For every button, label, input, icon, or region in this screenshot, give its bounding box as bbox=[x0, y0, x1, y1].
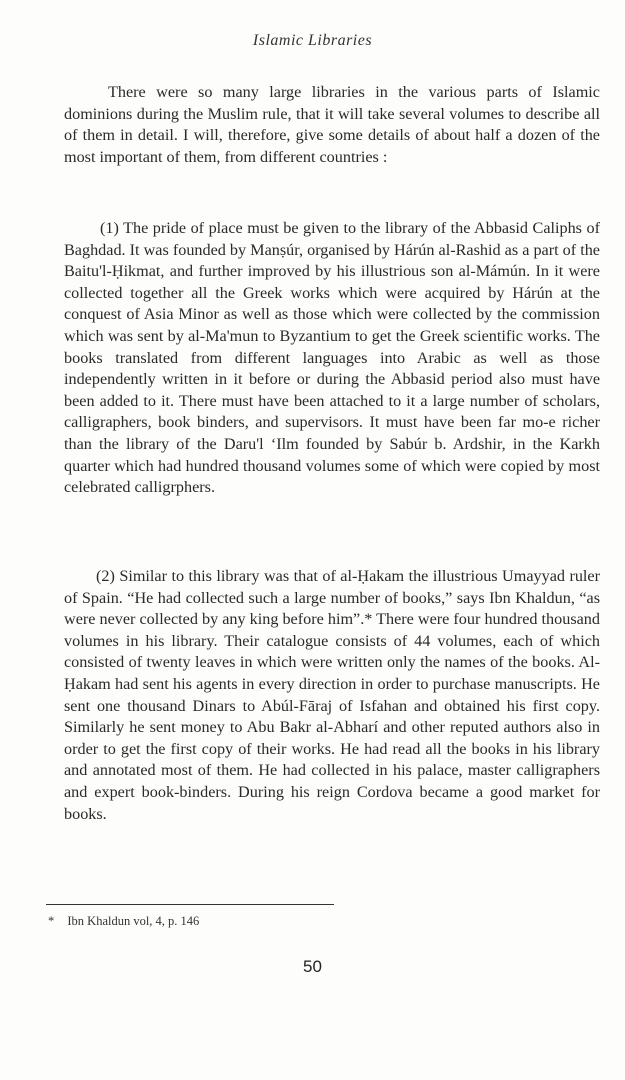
paragraph-intro: There were so many large libraries in the various parts of Islamic dominions during the Muslim rule, that it will take several volumes to describe all of them in detail. I will, therefore, give some details of about half a dozen of the most important of them, from different countries : bbox=[64, 83, 600, 166]
paragraph-baghdad-library: (1) The pride of place must be given to the library of the Abbasid Caliphs of Baghdad. It was founded by Manṣúr, organised by Hárún al-Rashid as a part of the Baitu'l-Ḥikmat, and further improved by his illustrious son al-Mámún. In it were collected together all the Greek works which were acquired by Hárún at the conquest of Asia Minor as well as those which were collected by the commission which was sent by al-Ma'mun to Byzantium to get the Greek scientific works. The books translated from different languages into Arabic as well as those independently written in it before or during the Abbasid period also must have been added to it. There must have been attached to it a large number of scholars, calligraphers, book binders, and supervisors. It must have been far mo-e richer than the library of the Daru'l ‘Ilm founded by Sabúr b. Ardshir, in the Karkh quarter which had hundred thousand volumes some of which were copied by most celebrated calligrphers. bbox=[64, 219, 600, 497]
footnote-divider bbox=[46, 904, 334, 905]
running-head-title: Islamic Libraries bbox=[252, 32, 373, 49]
page-number: 50 bbox=[303, 957, 322, 976]
footnote-marker: * bbox=[48, 914, 55, 928]
paragraph-spain-library: (2) Similar to this library was that of al-Ḥakam the illustrious Umayyad ruler of Spain. “He had collected such a large number of books,” says Ibn Khaldun, “as were never collected by any king before him”.* There were four hundred thousand volumes in his library. Their catalogue consists of 44 volumes, each of which consisted of twenty leaves in which were written only the names of the books. Al-Ḥakam had sent his agents in every direction in order to purchase manuscripts. He sent one thousand Dinars to Abúl-Fāraj of Isfahan and obtained his first copy. Similarly he sent money to Abu Bakr al-Abharí and other reputed authors also in order to get the first copy of their works. He had read all the books in his library and annotated most of them. He had collected in his palace, master calligraphers and expert book-binders. During his reign Cordova became a good market for books. bbox=[64, 567, 600, 823]
footnote-text: Ibn Khaldun vol, 4, p. 146 bbox=[67, 914, 200, 928]
footnote bbox=[48, 914, 199, 929]
